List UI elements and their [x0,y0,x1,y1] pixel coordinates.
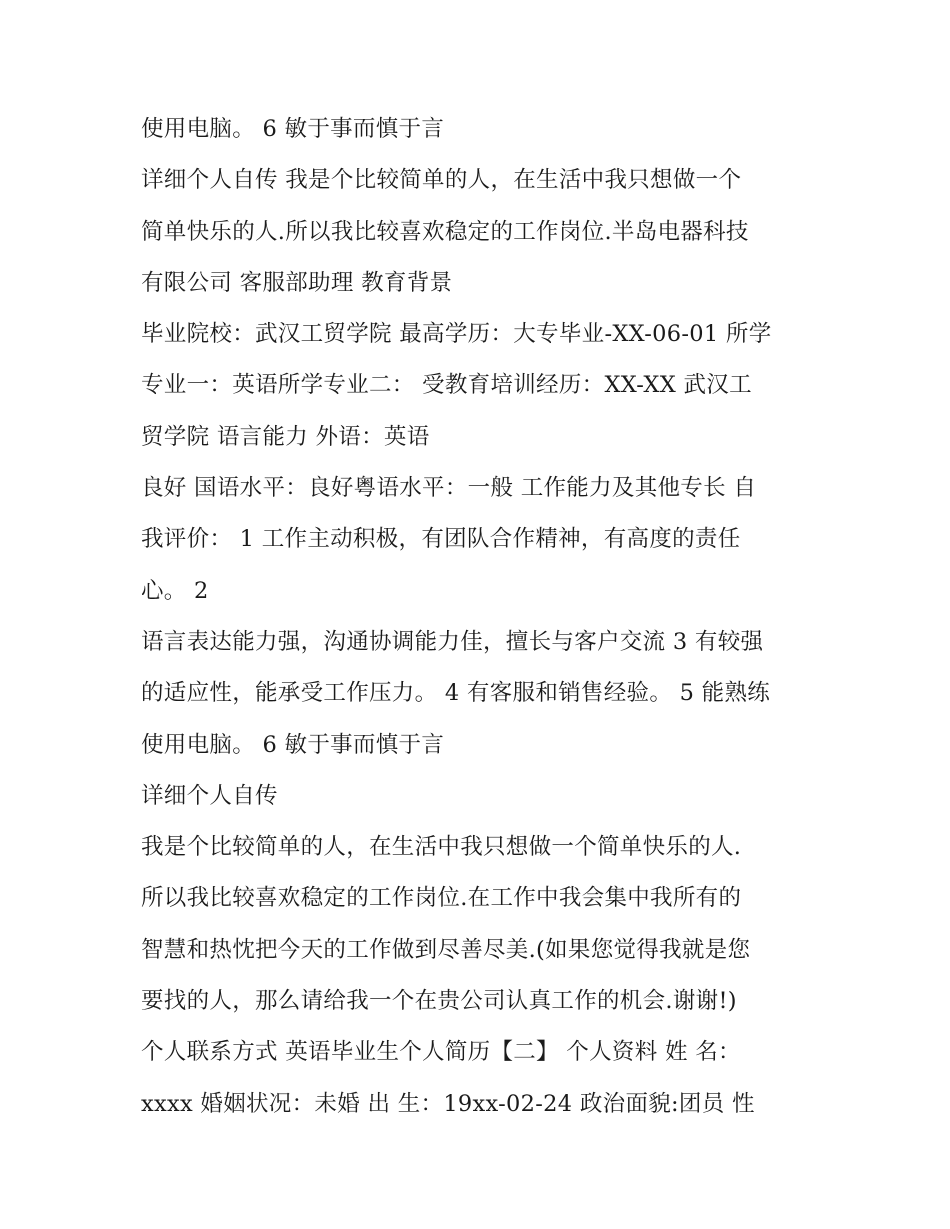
text-line-18: 要找的人，那么请给我一个在贵公司认真工作的机会.谢谢!) [141,988,737,1015]
text-line-16: 所以我比较喜欢稳定的工作岗位.在工作中我会集中我所有的 [141,885,742,912]
text-line-17: 智慧和热忱把今天的工作做到尽善尽美.(如果您觉得我就是您 [141,936,751,963]
text-line-8: 良好 国语水平：良好粤语水平：一般 工作能力及其他专长 自 [141,475,757,502]
text-line-6: 专业一：英语所学专业二： 受教育培训经历：XX-XX 武汉工 [141,372,752,399]
text-line-2: 详细个人自传 我是个比较简单的人，在生活中我只想做一个 [141,167,742,194]
text-line-9: 我评价： 1 工作主动积极，有团队合作精神，有高度的责任 [141,526,741,553]
text-line-14: 详细个人自传 [141,782,278,809]
text-line-19: 个人联系方式 英语毕业生个人简历【二】 个人资料 姓 名： [141,1039,741,1066]
text-line-1: 使用电脑。 6 敏于事而慎于言 [141,116,445,142]
text-line-10: 心。 2 [141,577,209,604]
text-line-20: xxxx 婚姻状况：未婚 出 生：19xx-02-24 政治面貌:团员 性 [141,1090,755,1117]
text-line-11: 语言表达能力强，沟通协调能力佳，擅长与客户交流 3 有较强 [141,628,764,655]
text-line-13: 使用电脑。 6 敏于事而慎于言 [141,731,445,758]
document-body-text [141,104,821,1130]
text-line-7: 贸学院 语言能力 外语：英语 [141,423,430,450]
text-line-15: 我是个比较简单的人，在生活中我只想做一个简单快乐的人. [141,834,742,861]
text-line-12: 的适应性，能承受工作压力。 4 有客服和销售经验。 5 能熟练 [141,680,771,707]
text-line-4: 有限公司 客服部助理 教育背景 [141,269,453,296]
text-line-5: 毕业院校：武汉工贸学院 最高学历：大专毕业-XX-06-01 所学 [141,321,772,348]
text-line-3: 简单快乐的人.所以我比较喜欢稳定的工作岗位.半岛电器科技 [141,218,749,245]
